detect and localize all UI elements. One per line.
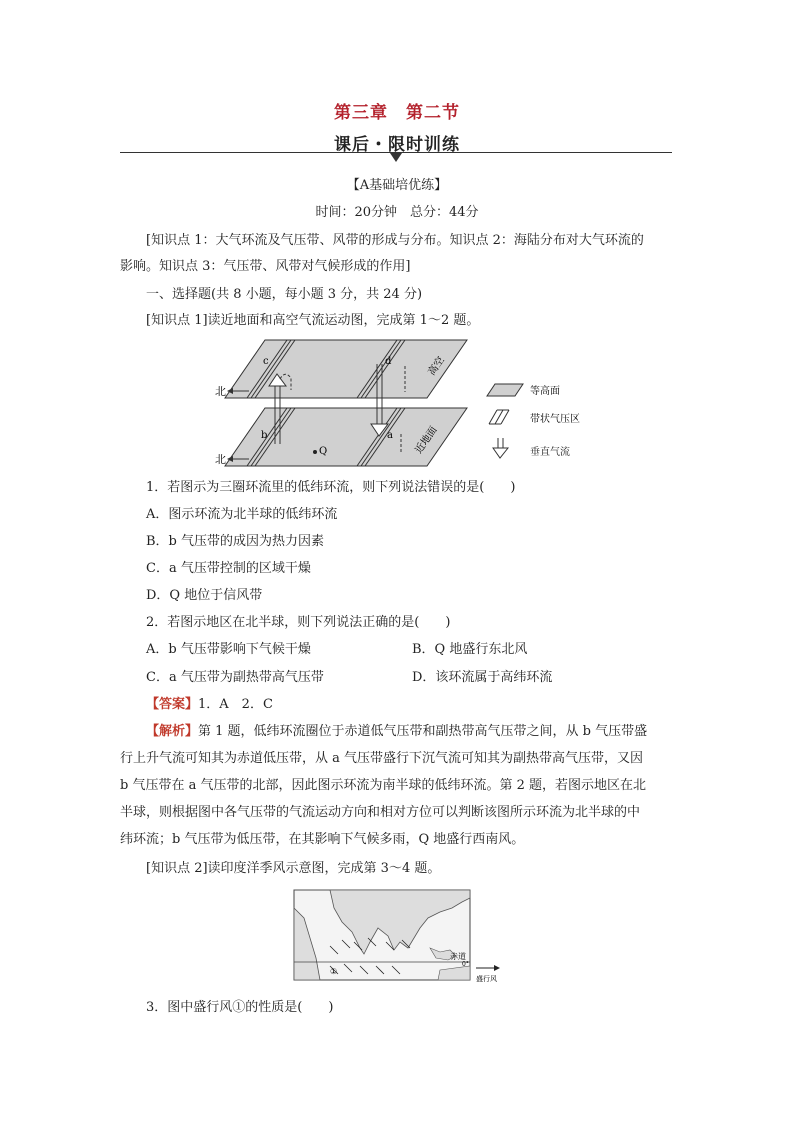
question-2-option-b: B．Q 地盛行东北风 xyxy=(412,642,528,657)
page-subtitle: 课后・限时训练 xyxy=(334,135,460,155)
point-q xyxy=(313,450,317,454)
question-1-option-c: C．a 气压带控制的区域干燥 xyxy=(146,561,311,576)
label-b: b xyxy=(261,430,268,441)
label-near-ground: 近地面 xyxy=(413,424,440,456)
legend-plane xyxy=(487,384,560,397)
equator-label: 赤道 xyxy=(450,952,466,961)
svg-text:垂直气流: 垂直气流 xyxy=(530,447,570,458)
question-2-option-a: A．b 气压带影响下气候干燥 xyxy=(146,642,311,657)
question-1-option-a: A．图示环流为北半球的低纬环流 xyxy=(146,507,338,522)
label-a: a xyxy=(387,430,393,441)
wind-marker-1: ① xyxy=(330,967,338,976)
analysis-tag: 【解析】 xyxy=(146,724,199,739)
question-1-option-b: B．b 气压带的成因为热力因素 xyxy=(146,534,325,549)
label-c: c xyxy=(263,356,269,367)
figure2-intro: [知识点 2]读印度洋季风示意图，完成第 3～4 题。 xyxy=(146,861,441,876)
analysis-line4: 半球，则根据图中各气压带的气流运动方向和相对方位可以判断该图所示环流为北半球的中 xyxy=(120,805,641,820)
indian-ocean-monsoon-map xyxy=(290,888,502,986)
knowledge-points-line1: [知识点 1：大气环流及气压带、风带的形成与分布。知识点 2：海陆分布对大气环流的 xyxy=(146,233,644,248)
analysis-line3: b 气压带在 a 气压带的北部，因此图示环流为南半球的低纬环流。第 2 题，若图示地区在北 xyxy=(120,778,647,793)
svg-text:带状气压区: 带状气压区 xyxy=(530,414,580,425)
knowledge-points-line2: 影响。知识点 3：气压带、风带对气候形成的作用] xyxy=(120,259,411,274)
question-2-option-d: D．该环流属于高纬环流 xyxy=(412,670,553,685)
analysis-line5: 纬环流；b 气压带为低压带，在其影响下气候多雨，Q 地盛行西南风。 xyxy=(120,832,525,847)
label-high-altitude: 高空 xyxy=(426,355,447,378)
question-1-option-d: D．Q 地位于信风带 xyxy=(146,588,263,603)
time-info: 时间：20分钟 总分：44分 xyxy=(315,205,479,220)
part-title: 一、选择题(共 8 小题，每小题 3 分，共 24 分) xyxy=(146,287,423,302)
analysis-line1 xyxy=(146,719,647,745)
legend-vertical-flow xyxy=(493,438,570,458)
section-title: 【A基础培优练】 xyxy=(346,178,448,193)
svg-text:北: 北 xyxy=(215,385,226,398)
svg-text:北: 北 xyxy=(215,453,226,466)
equator-degree: 0° xyxy=(462,961,469,968)
answer-line xyxy=(146,692,273,718)
airflow-diagram xyxy=(205,334,605,474)
legend-pressure-band xyxy=(489,410,580,425)
svg-text:盛行风: 盛行风 xyxy=(476,975,497,983)
chapter-title: 第三章 第二节 xyxy=(334,103,460,123)
label-d: d xyxy=(385,356,392,367)
answer-tag: 【答案】 xyxy=(146,697,199,712)
question-2-stem: 2．若图示地区在北半球，则下列说法正确的是( ) xyxy=(146,615,451,630)
answer-text: 1．A 2．C xyxy=(198,697,273,712)
question-1-stem: 1．若图示为三圈环流里的低纬环流，则下列说法错误的是( ) xyxy=(146,480,516,495)
svg-text:等高面: 等高面 xyxy=(530,386,560,397)
question-3-stem: 3．图中盛行风①的性质是( ) xyxy=(146,1000,334,1015)
analysis-line2: 行上升气流可知其为赤道低压带，从 a 气压带盛行下沉气流可知其为副热带高气压带，又因 xyxy=(120,751,644,766)
legend-prevailing-wind xyxy=(476,965,500,983)
title-triangle-marker xyxy=(390,153,402,162)
analysis-text-1: 第 1 题，低纬环流圈位于赤道低气压带和副热带高气压带之间，从 b 气压带盛 xyxy=(198,724,648,739)
figure1-intro: [知识点 1]读近地面和高空气流运动图，完成第 1～2 题。 xyxy=(146,313,480,328)
label-q: Q xyxy=(319,446,328,457)
question-2-option-c: C．a 气压带为副热带高气压带 xyxy=(146,670,324,685)
